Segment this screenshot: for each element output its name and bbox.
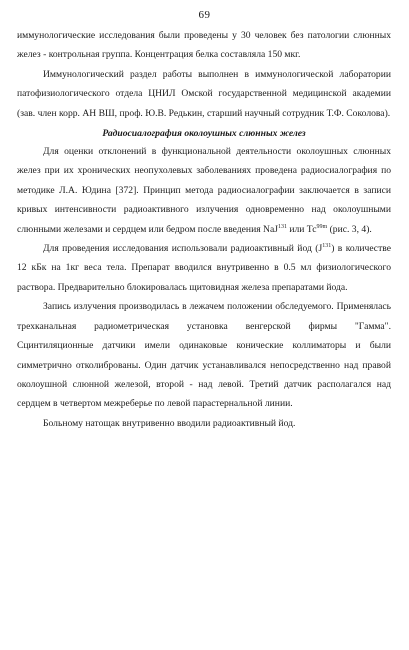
body-text (17, 26, 391, 433)
paragraph-radiosialography-method (17, 142, 391, 239)
paragraph-text: или Тс (286, 223, 317, 235)
paragraph-control-group: иммунологические исследования были проведены у 30 человек без патологии слюнных желез - контрольная группа. Концентрация белка составляла 150 мкг. (17, 30, 391, 61)
paragraph-recording-setup: Запись излучения производилась в лежачем положении обследуемого. Применялась трехканальная радиометрическая установка венгерской фирмы "Гамма". Сцинтиляционные датчики имели одинаковые конические коллиматоры и были симметрично отколиброваны. Один датчик устанавливался непосредственно над правой околоушной слюнной железой, второй - над левой. Третий датчик располагался над сердцем в четвертом межреберье по левой парастернальной линии. (17, 301, 391, 410)
paragraph-text: ) в количестве 12 кБк на 1кг веса тела. Препарат вводился внутривенно в 0.5 мл физиологического раствора. Предварительно блокировалась щитовидная железа препаратами йода. (17, 243, 391, 293)
paragraph-patient-injection: Больному натощак внутривенно вводили радиоактивный йод. (43, 417, 296, 429)
section-heading: Радиосиалография околоушных слюнных желез (102, 128, 306, 140)
page-number: 69 (198, 9, 211, 21)
isotope-superscript: 99m (316, 223, 328, 230)
paragraph-text: Для проведения исследования использовали радиоактивный йод (J (43, 243, 323, 255)
paragraph-text: (рис. 3, 4). (327, 223, 372, 235)
paragraph-immunology-lab: Иммунологический раздел работы выполнен в иммунологической лаборатории патофизиологического отдела ЦНИЛ Омской государственной медицинской академии (зав. член корр. АН ВШ, проф. Ю.В. Редькин, старший научный сотрудник Т.Ф. Соколова). (17, 68, 391, 119)
paragraph-text: Для оценки отклонений в функциональной деятельности околоушных слюнных желез при их хронических неопухолевых заболеваниях проведена радиосиалография по методике Л.А. Юдина [372]. Принцип метода радиосиалографии заключается в записи кривых интенсивности радиоактивного излучения одновременно над околоушными слюнными железами и сердцем или бедром после введения NaJ (17, 146, 391, 235)
isotope-superscript: 131 (277, 223, 287, 230)
paragraph-radioactive-iodine (17, 239, 391, 297)
isotope-superscript: 131 (322, 243, 332, 250)
